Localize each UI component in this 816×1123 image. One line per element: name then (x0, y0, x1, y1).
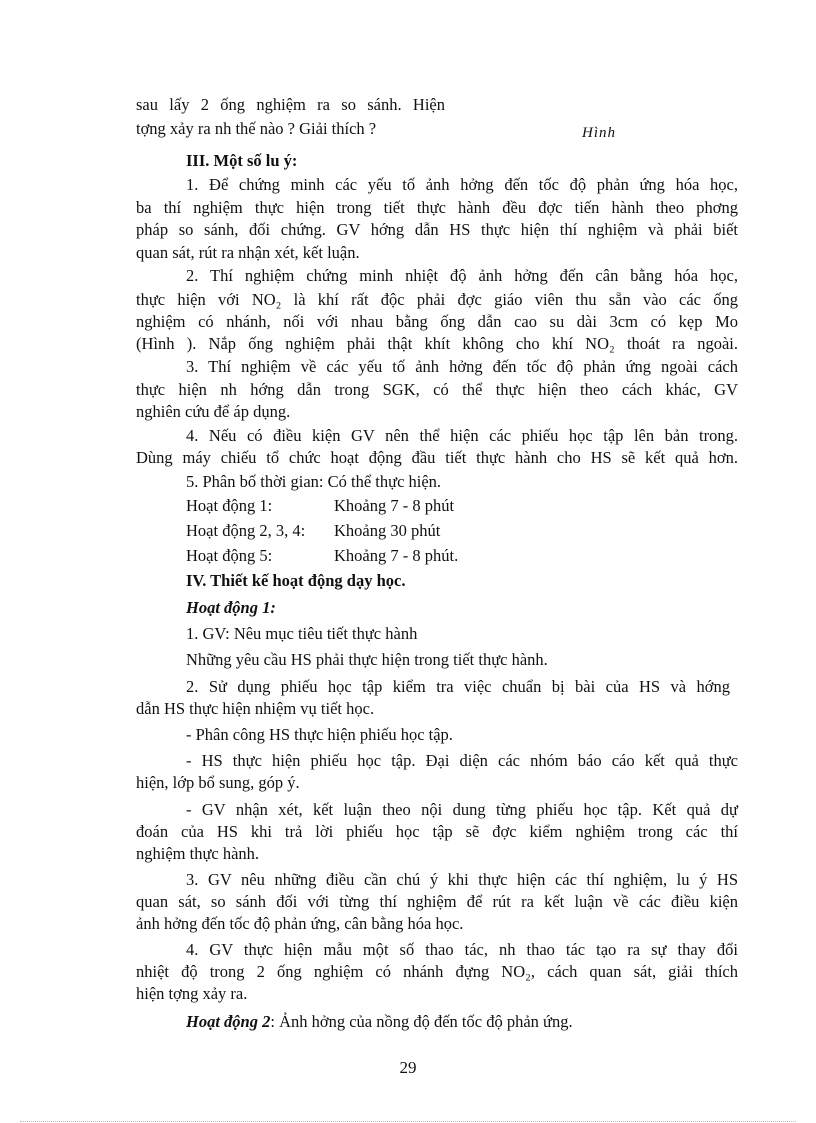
text-line: quan sát, so sánh đối với từng thí nghiệm để rút ra kết luận về các điều kiện (136, 892, 738, 911)
schedule-activity: Hoạt động 2, 3, 4: (186, 521, 306, 540)
text-line: dẫn HS thực hiện nhiệm vụ tiết học. (136, 699, 375, 718)
text-line: - HS thực hiện phiếu học tập. Đại diện các nhóm báo cáo kết quả thực (186, 751, 738, 770)
text-line: nghiệm có nhánh, nối với nhau bằng ống dẫn cao su dài 3cm có kẹp Mo (136, 312, 738, 331)
activity-2-line (186, 1011, 738, 1033)
text-line: sau lấy 2 ống nghiệm ra so sánh. Hiện (136, 95, 445, 114)
text-line: 5. Phân bố thời gian: Có thể thực hiện. (186, 472, 442, 491)
text-line: hiện tợng xảy ra. (136, 984, 248, 1003)
text-line: - GV nhận xét, kết luận theo nội dung từng phiếu học tập. Kết quả dự (186, 800, 738, 819)
text-line: 4. GV thực hiện mẫu một số thao tác, nh thao tác tạo ra sự thay đổi (186, 940, 738, 959)
schedule-time: Khoảng 30 phút (334, 521, 441, 540)
text-line: 4. Nếu có điều kiện GV nên thể hiện các phiếu học tập lên bản trong. (186, 426, 738, 445)
text-line: ba thí nghiệm thực hiện trong tiết thực hành đều đợc tiến hành theo phơng (136, 198, 738, 217)
schedule-row (186, 495, 738, 517)
footer-divider (20, 1121, 796, 1122)
text-line: nhiệt độ trong 2 ống nghiệm có nhánh đựng NO₂, cách quan sát, giải thích (136, 962, 738, 981)
text-line: 1. Để chứng minh các yếu tố ảnh hởng đến tốc độ phản ứng hóa học, (186, 175, 738, 194)
text-line: đoán của HS khi trả lời phiếu học tập sẽ đợc kiểm nghiệm trong các thí (136, 822, 738, 841)
schedule-row (186, 545, 738, 567)
text-line: quan sát, rút ra nhận xét, kết luận. (136, 243, 360, 262)
text-line: 1. GV: Nêu mục tiêu tiết thực hành (186, 624, 418, 643)
text-line: thực hiện với NO₂ là khí rất độc phải đợc giáo viên thu sẵn vào các ống (136, 290, 738, 309)
text-line: pháp so sánh, đối chứng. GV hớng dẫn HS thực hiện thí nghiệm và phải biết (136, 220, 738, 239)
text-line: - Phân công HS thực hiện phiếu học tập. (186, 725, 453, 744)
schedule-activity: Hoạt động 5: (186, 546, 273, 565)
text-line: Những yêu cầu HS phải thực hiện trong tiết thực hành. (186, 650, 548, 669)
activity-2-text: : Ảnh hởng của nồng độ đến tốc độ phản ứng. (270, 1012, 573, 1031)
text-line: ảnh hởng đến tốc độ phản ứng, cân bằng hóa học. (136, 914, 464, 933)
text-line: 3. GV nêu những điều cần chú ý khi thực hiện các thí nghiệm, lu ý HS (186, 870, 738, 889)
activity-2-label: Hoạt động 2 (186, 1012, 271, 1031)
activity-heading: Hoạt động 1: (186, 598, 276, 617)
schedule-activity: Hoạt động 1: (186, 496, 273, 515)
text-line: tợng xảy ra nh thế nào ? Giải thích ? (136, 119, 377, 138)
section-heading: III. Một số lu ý: (186, 151, 298, 170)
text-line: thực hiện nh hớng dẫn trong SGK, có thể thực hiện theo cách khác, GV (136, 380, 738, 399)
text-line: (Hình ). Nắp ống nghiệm phải thật khít không cho khí NO₂ thoát ra ngoài. (136, 334, 738, 353)
schedule-time: Khoảng 7 - 8 phút (334, 496, 455, 515)
text-line: 3. Thí nghiệm về các yếu tố ảnh hởng đến tốc độ phản ứng ngoài cách (186, 357, 738, 376)
text-line: 2. Thí nghiệm chứng minh nhiệt độ ảnh hởng đến cân bằng hóa học, (186, 266, 738, 285)
text-line: Dùng máy chiếu tổ chức hoạt động đầu tiết thực hành cho HS sẽ kết quả hơn. (136, 448, 738, 467)
schedule-time: Khoảng 7 - 8 phút. (334, 546, 459, 565)
schedule-row (186, 520, 738, 542)
text-line: nghiên cứu để áp dụng. (136, 402, 291, 421)
text-line: 2. Sử dụng phiếu học tập kiểm tra việc chuẩn bị bài của HS và hớng (186, 677, 730, 696)
text-line: nghiệm thực hành. (136, 844, 260, 863)
section-heading: IV. Thiết kế hoạt động dạy học. (186, 571, 406, 590)
figure-label: Hình (582, 125, 616, 141)
page-number: 29 (399, 1058, 417, 1077)
text-line: hiện, lớp bổ sung, góp ý. (136, 773, 300, 792)
